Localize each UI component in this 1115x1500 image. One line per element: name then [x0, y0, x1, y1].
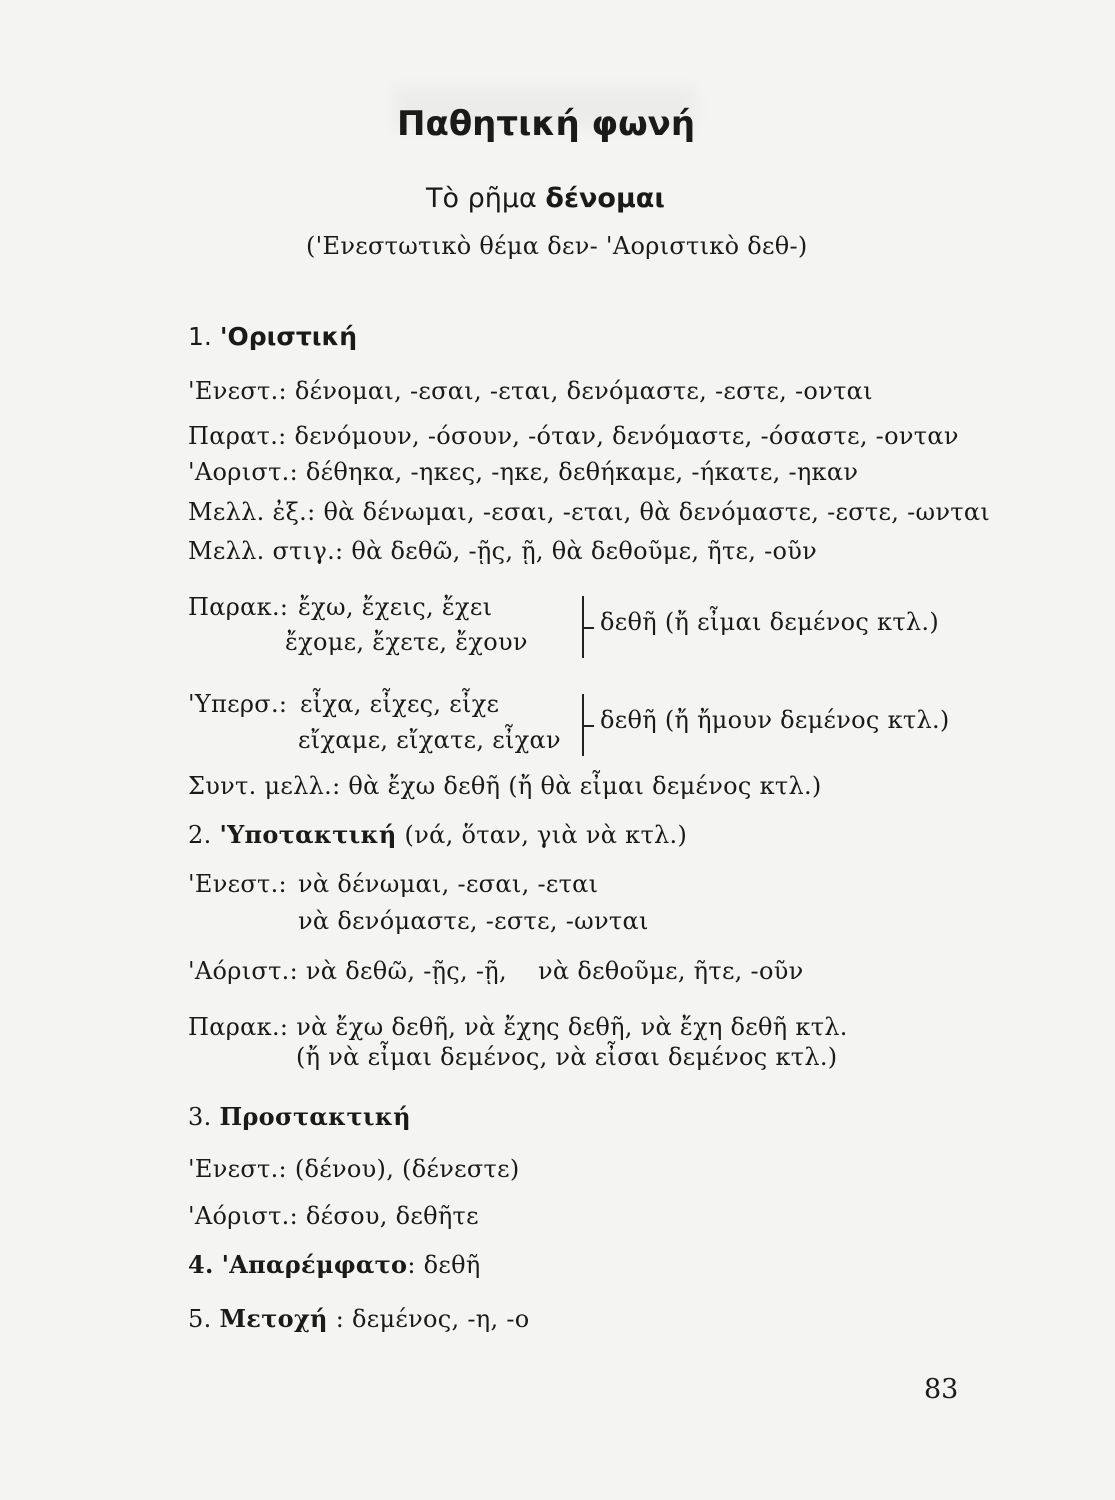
- subjunctive-present-line1: νὰ δένωμαι, -εσαι, -εται: [298, 870, 599, 898]
- stems-note: ('Ενεστωτικὸ θέμα δεν- 'Αοριστικὸ δεθ-): [306, 232, 808, 260]
- row-forms: : δεμένος, -η, -ο: [335, 1305, 530, 1333]
- section-title: Προστακτική: [219, 1102, 411, 1131]
- indicative-imperfect: [188, 422, 959, 450]
- indicative-pluperfect-line2: εἴχαμε, εἴχατε, εἶχαν: [298, 726, 561, 754]
- row-forms: θὰ ἔχω δεθῆ (ἤ θὰ εἶμαι δεμένος κτλ.): [348, 772, 822, 800]
- indicative-future-perfect: [188, 772, 822, 800]
- pluperfect-brace: [572, 694, 584, 756]
- row-label: Μελλ. ἐξ.:: [188, 498, 316, 526]
- indicative-pluperfect-line1: εἶχα, εἶχες, εἶχε: [300, 690, 500, 718]
- row-forms: δέσου, δεθῆτε: [305, 1202, 479, 1230]
- row-label: 'Αόριστ.:: [188, 957, 298, 985]
- row-forms: : δεθῆ: [407, 1251, 481, 1279]
- subjunctive-aorist-b: νὰ δεθοῦμε, ῆτε, -οῦν: [538, 957, 804, 985]
- section-note: (νά, ὅταν, γιὰ νὰ κτλ.): [404, 821, 688, 849]
- imperative-present: [188, 1155, 519, 1183]
- indicative-present: [188, 377, 873, 405]
- section-number: 5.: [188, 1305, 212, 1333]
- indicative-perfect-line1: ἔχω, ἔχεις, ἔχει: [298, 593, 493, 621]
- indicative-perfect-label: Παρακ.:: [188, 593, 289, 621]
- row-label: Συντ. μελλ.:: [188, 772, 341, 800]
- imperative-aorist: [188, 1202, 479, 1230]
- verb-heading-prefix: Τὸ ρῆμα: [426, 183, 537, 214]
- indicative-future-cont: [188, 498, 990, 526]
- subjunctive-perfect-line1: [188, 1013, 848, 1041]
- indicative-future-simple: [188, 537, 817, 565]
- indicative-pluperfect-label: 'Υπερσ.:: [188, 690, 288, 718]
- page-number: 83: [924, 1374, 959, 1405]
- section-heading-subjunctive: [188, 820, 687, 849]
- indicative-perfect-line2: ἔχομε, ἔχετε, ἔχουν: [285, 628, 528, 656]
- row-forms: νὰ ἔχω δεθῆ, νὰ ἔχης δεθῆ, νὰ ἔχη δεθῆ κτλ.: [296, 1013, 848, 1041]
- subjunctive-perfect-line2: (ἤ νὰ εἶμαι δεμένος, νὰ εἶσαι δεμένος κτλ.): [296, 1043, 838, 1071]
- row-label: Μελλ. στιγ.:: [188, 537, 344, 565]
- page-title: Παθητική φωνή: [397, 104, 696, 144]
- indicative-pluperfect-brace-text: δεθῆ (ἤ ἤμουν δεμένος κτλ.): [600, 706, 950, 734]
- verb-heading: [426, 183, 665, 214]
- row-forms-a: νὰ δεθῶ, -ῇς, -ῇ,: [305, 957, 507, 985]
- row-label: Παρατ.:: [188, 422, 287, 450]
- section-number: 2.: [188, 821, 212, 849]
- section-title: 'Οριστική: [219, 322, 358, 351]
- section-number: 3.: [188, 1103, 212, 1131]
- row-forms: δέθηκα, -ηκες, -ηκε, δεθήκαμε, -ήκατε, -ηκαν: [305, 458, 859, 486]
- perfect-brace: [572, 596, 584, 658]
- section-heading-imperative: [188, 1102, 411, 1131]
- row-forms: δένομαι, -εσαι, -εται, δενόμαστε, -εστε, -ονται: [294, 377, 873, 405]
- section-infinitive: [188, 1250, 481, 1279]
- section-title: 'Υποτακτική: [219, 820, 397, 849]
- subjunctive-present-label: 'Ενεστ.:: [188, 870, 287, 898]
- row-label: 'Ενεστ.:: [188, 377, 287, 405]
- subjunctive-aorist: [188, 957, 507, 985]
- row-label: Παρακ.:: [188, 1013, 289, 1041]
- row-label: 'Αόριστ.:: [188, 1202, 298, 1230]
- row-forms: δενόμουν, -όσουν, -όταν, δενόμαστε, -όσαστε, -ονταν: [294, 422, 959, 450]
- verb-heading-verb: δένομαι: [545, 183, 665, 214]
- section-title: Μετοχή: [219, 1304, 328, 1333]
- section-title: 'Απαρέμφατο: [221, 1250, 408, 1279]
- subjunctive-present-line2: νὰ δενόμαστε, -εστε, -ωνται: [298, 907, 649, 935]
- section-participle: [188, 1304, 530, 1333]
- section-number: 1.: [188, 322, 212, 351]
- indicative-aorist: [188, 458, 858, 486]
- section-number: 4.: [188, 1250, 214, 1279]
- row-forms: (δένου), (δένεστε): [294, 1155, 520, 1183]
- row-label: 'Αοριστ.:: [188, 458, 298, 486]
- section-heading-indicative: [188, 322, 357, 351]
- row-label: 'Ενεστ.:: [188, 1155, 287, 1183]
- row-forms: θὰ δεθῶ, -ῇς, ῇ, θὰ δεθοῦμε, ῆτε, -οῦν: [351, 537, 818, 565]
- row-forms: θὰ δένωμαι, -εσαι, -εται, θὰ δενόμαστε, -εστε, -ωνται: [323, 498, 991, 526]
- indicative-perfect-brace-text: δεθῆ (ἤ εἶμαι δεμένος κτλ.): [600, 608, 940, 636]
